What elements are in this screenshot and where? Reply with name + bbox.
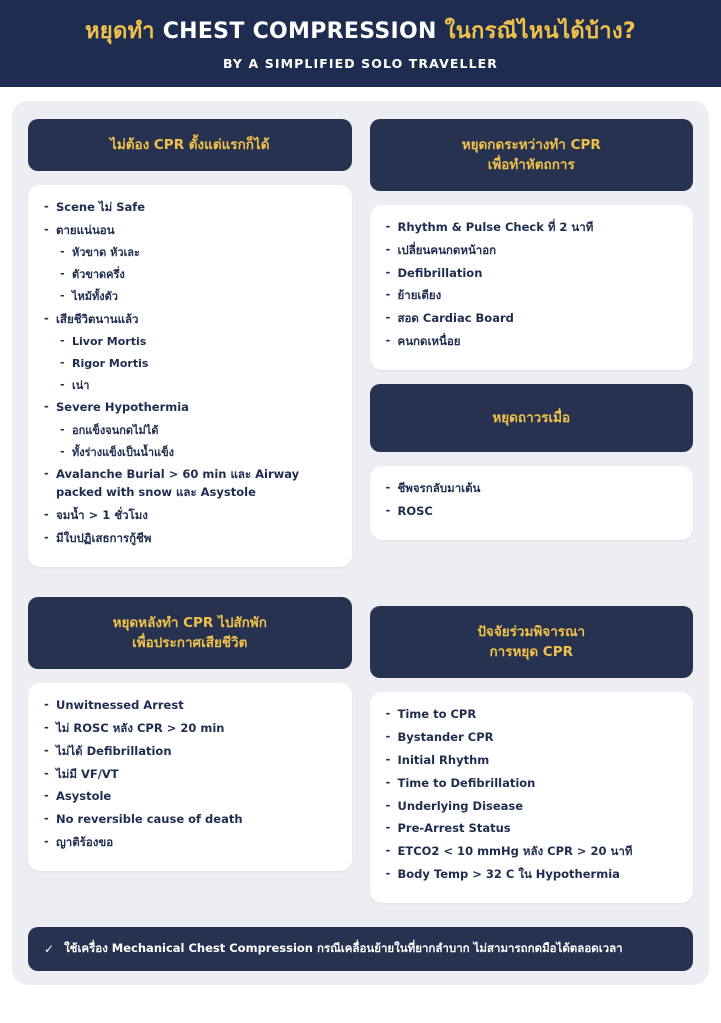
list-item: - Pre-Arrest Status	[384, 820, 678, 838]
list-item: - ไม่ได้ Defibrillation	[42, 743, 336, 761]
list-stop-permanently	[384, 480, 678, 521]
section-heading-factors	[370, 606, 694, 679]
columns-layout	[28, 119, 693, 903]
heading-line-2: เพื่อทำหัตถการ	[487, 156, 575, 173]
list-item: - หัวขาด หัวเละ	[42, 244, 336, 261]
list-item: - เน่า	[42, 377, 336, 394]
card-factors	[370, 692, 694, 903]
title-highlight: CHEST COMPRESSION	[162, 19, 437, 44]
list-item: - คนกดเหนื่อย	[384, 333, 678, 351]
list-item: - ETCO2 < 10 mmHg หลัง CPR > 20 นาที	[384, 843, 678, 861]
heading-line-1: หยุดหลังทำ CPR ไปสักพัก	[112, 614, 267, 631]
list-factors	[384, 706, 678, 884]
list-item: - Asystole	[42, 788, 336, 806]
spacer	[370, 554, 694, 592]
list-item: - ญาติร้องขอ	[42, 834, 336, 852]
list-item: - Severe Hypothermia	[42, 399, 336, 417]
section-heading-stop-permanently: หยุดถาวรเมื่อ	[370, 384, 694, 452]
spacer	[28, 581, 352, 583]
list-item: - No reversible cause of death	[42, 811, 336, 829]
list-item: - เสียชีวิตนานแล้ว	[42, 311, 336, 329]
check-icon: ✓	[44, 941, 55, 956]
list-item: - ไม่มี VF/VT	[42, 766, 336, 784]
section-heading-pause-during	[370, 119, 694, 192]
left-column	[28, 119, 352, 871]
right-column	[370, 119, 694, 903]
list-item: - Defibrillation	[384, 265, 678, 283]
card-stop-permanently	[370, 466, 694, 540]
title-main: หยุดทำ	[84, 19, 163, 44]
list-item: - เปลี่ยนคนกดหน้าอก	[384, 242, 678, 260]
footer-note	[28, 927, 693, 971]
footer-note-text: ใช้เครื่อง Mechanical Chest Compression กรณีเคลื่อนย้ายในที่ยากลำบาก ไม่สามารถกดมือได้ตลอดเวลา	[64, 940, 623, 955]
header-banner	[0, 0, 721, 87]
list-item: - มีใบปฏิเสธการกู้ชีพ	[42, 530, 336, 548]
list-item: - Rigor Mortis	[42, 355, 336, 372]
list-item: - Unwitnessed Arrest	[42, 697, 336, 715]
heading-line-1: ปัจจัยร่วมพิจารณา	[477, 623, 586, 640]
list-item: - ตัวขาดครึ่ง	[42, 266, 336, 283]
list-item: - ไหม้ทั้งตัว	[42, 288, 336, 305]
list-item: - Scene ไม่ Safe	[42, 199, 336, 217]
list-item: - สอด Cardiac Board	[384, 310, 678, 328]
list-item: - จมน้ำ > 1 ชั่วโมง	[42, 507, 336, 525]
list-item: - Initial Rhythm	[384, 752, 678, 770]
list-item: - Rhythm & Pulse Check ที่ 2 นาที	[384, 219, 678, 237]
title-tail: ในกรณีไหนได้บ้าง?	[436, 19, 636, 44]
list-item: - Bystander CPR	[384, 729, 678, 747]
list-pause-during	[384, 219, 678, 351]
list-item: - Underlying Disease	[384, 798, 678, 816]
list-item: - Time to CPR	[384, 706, 678, 724]
list-no-cpr	[42, 199, 336, 548]
list-item: - ROSC	[384, 503, 678, 521]
list-item: - ทั้งร่างแข็งเป็นน้ำแข็ง	[42, 444, 336, 461]
list-item: - Livor Mortis	[42, 333, 336, 350]
section-heading-no-cpr: ไม่ต้อง CPR ตั้งแต่แรกก็ได้	[28, 119, 352, 171]
list-stop-after	[42, 697, 336, 852]
list-item: - Avalanche Burial > 60 min และ Airway packed with snow และ Asystole	[42, 466, 336, 502]
page-subtitle: BY A SIMPLIFIED SOLO TRAVELLER	[222, 55, 498, 71]
list-item: - ย้ายเตียง	[384, 287, 678, 305]
card-pause-during	[370, 205, 694, 370]
heading-line-2: เพื่อประกาศเสียชีวิต	[132, 634, 248, 651]
content-board	[12, 101, 709, 985]
section-heading-stop-after	[28, 597, 352, 670]
card-stop-after	[28, 683, 352, 871]
heading-line-2: การหยุด CPR	[489, 644, 573, 660]
list-item: - Time to Defibrillation	[384, 775, 678, 793]
list-item: - อกแข็งจนกดไม่ได้	[42, 422, 336, 439]
heading-line-1: หยุดกดระหว่างทำ CPR	[461, 136, 601, 153]
list-item: - ไม่ ROSC หลัง CPR > 20 min	[42, 720, 336, 738]
card-no-cpr	[28, 185, 352, 567]
list-item: - Body Temp > 32 C ใน Hypothermia	[384, 866, 678, 884]
list-item: - ตายแน่นอน	[42, 222, 336, 240]
list-item: - ชีพจรกลับมาเต้น	[384, 480, 678, 498]
page-title	[20, 18, 701, 46]
